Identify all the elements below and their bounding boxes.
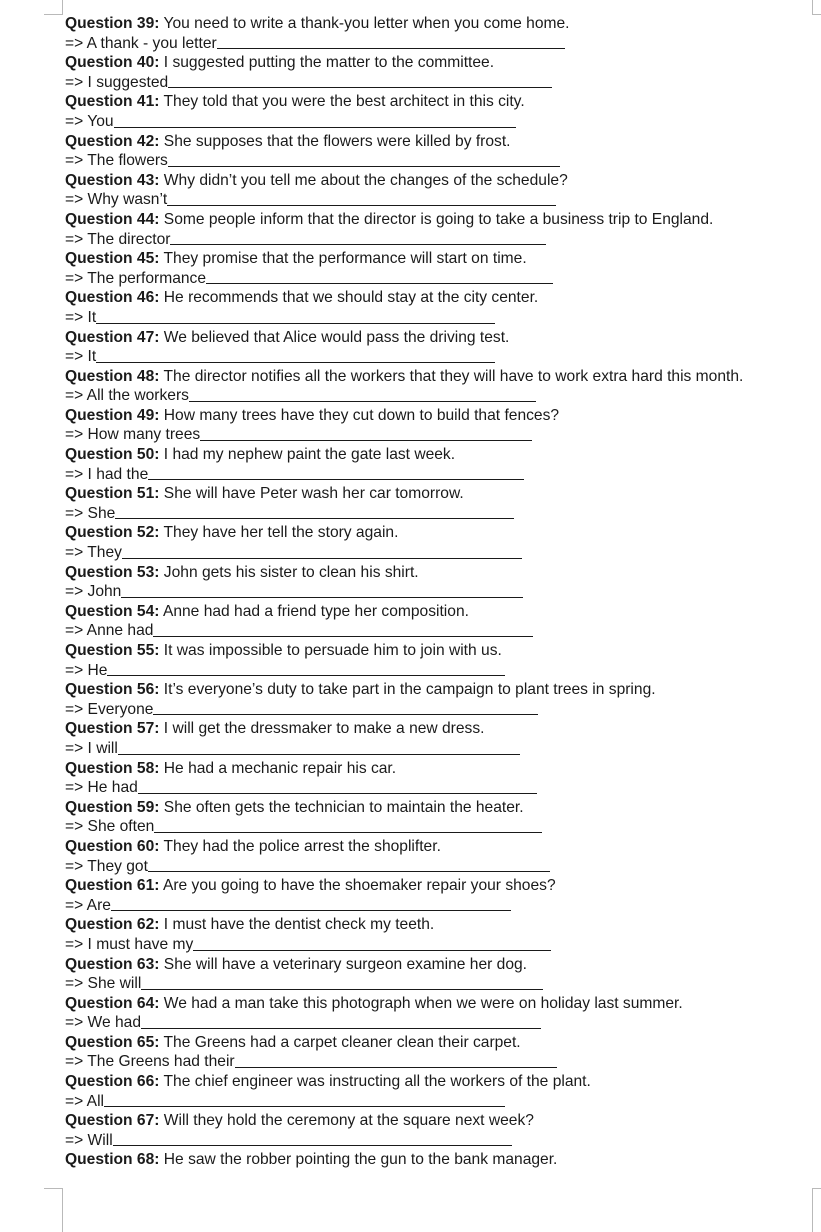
question-number: Question 44: xyxy=(65,210,160,228)
question-text: She often gets the technician to maintain the heater. xyxy=(163,798,524,816)
question-prompt xyxy=(65,563,813,583)
question-number: Question 49: xyxy=(65,406,160,424)
answer-prompt: => John xyxy=(65,583,122,601)
answer-line xyxy=(65,817,813,837)
question-item xyxy=(65,445,813,484)
answer-line xyxy=(65,34,813,54)
question-prompt xyxy=(65,915,813,935)
question-text: She will have Peter wash her car tomorrow. xyxy=(163,485,464,503)
crop-mark-top-right xyxy=(812,0,821,15)
answer-line xyxy=(65,347,813,367)
answer-line xyxy=(65,896,813,916)
answer-blank[interactable] xyxy=(115,518,514,519)
question-item xyxy=(65,406,813,445)
question-number: Question 47: xyxy=(65,328,160,346)
answer-line xyxy=(65,582,813,602)
answer-prompt: => I suggested xyxy=(65,73,169,91)
question-text: The director notifies all the workers that they will have to work extra hard this month. xyxy=(163,367,744,385)
question-item xyxy=(65,249,813,288)
answer-blank[interactable] xyxy=(189,401,536,402)
question-prompt xyxy=(65,1111,813,1131)
answer-prompt: => They got xyxy=(65,857,148,875)
question-text: The chief engineer was instructing all the workers of the plant. xyxy=(163,1073,591,1091)
answer-line xyxy=(65,974,813,994)
answer-prompt: => The performance xyxy=(65,269,207,287)
question-text: I must have the dentist check my teeth. xyxy=(163,916,435,934)
answer-blank[interactable] xyxy=(96,323,495,324)
question-number: Question 39: xyxy=(65,15,160,32)
answer-line xyxy=(65,386,813,406)
answer-line xyxy=(65,1052,813,1072)
question-prompt xyxy=(65,171,813,191)
answer-prompt: => It xyxy=(65,348,97,366)
question-item xyxy=(65,641,813,680)
answer-prompt: => Why wasn’t xyxy=(65,191,168,209)
question-prompt xyxy=(65,719,813,739)
question-text: Some people inform that the director is going to take a business trip to England. xyxy=(163,210,714,228)
answer-prompt: => She will xyxy=(65,975,142,993)
answer-blank[interactable] xyxy=(235,1067,557,1068)
question-item xyxy=(65,1150,813,1170)
question-number: Question 56: xyxy=(65,681,160,699)
answer-prompt: => All xyxy=(65,1092,105,1110)
answer-line xyxy=(65,504,813,524)
question-prompt xyxy=(65,484,813,504)
question-text: Are you going to have the shoemaker repair your shoes? xyxy=(162,877,556,895)
question-number: Question 43: xyxy=(65,171,160,189)
answer-blank[interactable] xyxy=(138,793,537,794)
question-prompt xyxy=(65,1150,813,1170)
question-number: Question 54: xyxy=(65,602,160,620)
question-item xyxy=(65,1072,813,1111)
question-prompt xyxy=(65,14,813,34)
question-item xyxy=(65,92,813,131)
answer-prompt: => Will xyxy=(65,1131,113,1149)
question-item xyxy=(65,484,813,523)
question-prompt xyxy=(65,1072,813,1092)
answer-blank[interactable] xyxy=(153,714,538,715)
question-number: Question 67: xyxy=(65,1112,160,1130)
question-prompt xyxy=(65,955,813,975)
question-number: Question 40: xyxy=(65,54,160,72)
question-text: He had a mechanic repair his car. xyxy=(163,759,397,777)
answer-prompt: => All the workers xyxy=(65,387,189,405)
answer-blank[interactable] xyxy=(154,832,542,833)
answer-blank[interactable] xyxy=(111,910,511,911)
answer-prompt: => It xyxy=(65,308,97,326)
answer-blank[interactable] xyxy=(170,244,546,245)
answer-prompt: => The Greens had their xyxy=(65,1053,235,1071)
question-item xyxy=(65,837,813,876)
question-item xyxy=(65,955,813,994)
question-item xyxy=(65,994,813,1033)
answer-prompt: => The director xyxy=(65,230,171,248)
question-prompt xyxy=(65,367,813,387)
question-prompt xyxy=(65,994,813,1014)
question-number: Question 50: xyxy=(65,446,160,464)
answer-line xyxy=(65,190,813,210)
answer-line xyxy=(65,739,813,759)
question-number: Question 46: xyxy=(65,289,160,307)
question-prompt xyxy=(65,798,813,818)
question-item xyxy=(65,680,813,719)
question-prompt xyxy=(65,210,813,230)
question-text: How many trees have they cut down to build that fences? xyxy=(163,406,560,424)
question-prompt xyxy=(65,523,813,543)
question-text: Will they hold the ceremony at the square next week? xyxy=(163,1112,534,1130)
crop-mark-top-left xyxy=(44,0,63,15)
question-item xyxy=(65,1033,813,1072)
question-prompt xyxy=(65,680,813,700)
answer-prompt: => Are xyxy=(65,896,111,914)
answer-prompt: => How many trees xyxy=(65,426,201,444)
answer-line xyxy=(65,465,813,485)
question-text: Why didn’t you tell me about the changes of the schedule? xyxy=(163,171,568,189)
question-item xyxy=(65,915,813,954)
answer-line xyxy=(65,151,813,171)
question-text: We had a man take this photograph when we were on holiday last summer. xyxy=(163,994,683,1012)
question-number: Question 62: xyxy=(65,916,160,934)
question-number: Question 66: xyxy=(65,1073,160,1091)
question-text: They promise that the performance will start on time. xyxy=(163,250,527,268)
answer-line xyxy=(65,73,813,93)
question-number: Question 64: xyxy=(65,994,160,1012)
answer-blank[interactable] xyxy=(206,283,553,284)
answer-line xyxy=(65,857,813,877)
crop-mark-bottom-right xyxy=(812,1188,821,1232)
answer-blank[interactable] xyxy=(107,675,505,676)
question-number: Question 68: xyxy=(65,1151,160,1169)
answer-line xyxy=(65,778,813,798)
answer-prompt: => I had the xyxy=(65,465,149,483)
question-prompt xyxy=(65,406,813,426)
answer-prompt: => They xyxy=(65,544,122,562)
question-prompt xyxy=(65,328,813,348)
question-text: I will get the dressmaker to make a new dress. xyxy=(163,720,485,738)
answer-blank[interactable] xyxy=(118,754,520,755)
answer-blank[interactable] xyxy=(141,989,543,990)
question-text: I suggested putting the matter to the committee. xyxy=(163,54,495,72)
answer-line xyxy=(65,543,813,563)
answer-blank[interactable] xyxy=(153,636,533,637)
question-item xyxy=(65,798,813,837)
question-prompt xyxy=(65,1033,813,1053)
answer-prompt: => He xyxy=(65,661,108,679)
answer-line xyxy=(65,700,813,720)
answer-line xyxy=(65,1013,813,1033)
answer-blank[interactable] xyxy=(168,166,560,167)
question-number: Question 53: xyxy=(65,563,160,581)
answer-line xyxy=(65,621,813,641)
answer-prompt: => A thank - you letter xyxy=(65,34,217,52)
answer-prompt: => Everyone xyxy=(65,700,154,718)
question-prompt xyxy=(65,132,813,152)
answer-line xyxy=(65,1092,813,1112)
question-item xyxy=(65,328,813,367)
answer-prompt: => You xyxy=(65,112,114,130)
answer-line xyxy=(65,269,813,289)
question-number: Question 45: xyxy=(65,250,160,268)
answer-blank[interactable] xyxy=(200,440,532,441)
question-item xyxy=(65,132,813,171)
answer-prompt: => Anne had xyxy=(65,622,154,640)
question-number: Question 41: xyxy=(65,93,160,111)
answer-blank[interactable] xyxy=(104,1106,505,1107)
question-item xyxy=(65,1111,813,1150)
question-number: Question 59: xyxy=(65,798,160,816)
question-number: Question 52: xyxy=(65,524,160,542)
answer-line xyxy=(65,1131,813,1151)
answer-blank[interactable] xyxy=(148,871,550,872)
question-prompt xyxy=(65,445,813,465)
question-item xyxy=(65,171,813,210)
question-prompt xyxy=(65,602,813,622)
answer-blank[interactable] xyxy=(167,205,556,206)
answer-line xyxy=(65,308,813,328)
answer-blank[interactable] xyxy=(121,597,523,598)
answer-line xyxy=(65,935,813,955)
answer-blank[interactable] xyxy=(114,127,516,128)
question-item xyxy=(65,602,813,641)
answer-line xyxy=(65,425,813,445)
question-text: He saw the robber pointing the gun to the bank manager. xyxy=(163,1151,558,1169)
question-prompt xyxy=(65,288,813,308)
question-number: Question 42: xyxy=(65,132,160,150)
question-number: Question 55: xyxy=(65,642,160,659)
answer-prompt: => She often xyxy=(65,818,155,836)
question-number: Question 63: xyxy=(65,955,160,973)
question-text: We believed that Alice would pass the driving test. xyxy=(163,328,510,346)
question-number: Question 61: xyxy=(65,877,160,895)
question-item xyxy=(65,288,813,327)
question-number: Question 65: xyxy=(65,1033,160,1051)
question-item xyxy=(65,759,813,798)
question-prompt xyxy=(65,759,813,779)
question-text: He recommends that we should stay at the city center. xyxy=(163,289,539,307)
question-item xyxy=(65,53,813,92)
answer-line xyxy=(65,661,813,681)
crop-mark-bottom-left xyxy=(44,1188,63,1232)
question-number: Question 60: xyxy=(65,837,160,855)
question-text: They told that you were the best architect in this city. xyxy=(163,93,525,111)
question-text: She will have a veterinary surgeon examine her dog. xyxy=(163,955,527,973)
question-text: Anne had had a friend type her composition. xyxy=(162,602,469,620)
answer-blank[interactable] xyxy=(168,87,552,88)
answer-prompt: => I will xyxy=(65,739,118,757)
question-item xyxy=(65,523,813,562)
question-number: Question 58: xyxy=(65,759,160,777)
answer-blank[interactable] xyxy=(113,1145,512,1146)
question-number: Question 57: xyxy=(65,720,160,738)
answer-prompt: => The flowers xyxy=(65,152,168,170)
question-prompt xyxy=(65,876,813,896)
question-text: The Greens had a carpet cleaner clean their carpet. xyxy=(163,1033,521,1051)
question-text: John gets his sister to clean his shirt. xyxy=(163,563,419,581)
answer-line xyxy=(65,230,813,250)
question-item xyxy=(65,14,813,53)
answer-line xyxy=(65,112,813,132)
question-text: I had my nephew paint the gate last week. xyxy=(163,446,456,464)
answer-prompt: => I must have my xyxy=(65,935,194,953)
question-text: She supposes that the flowers were killed by frost. xyxy=(163,132,511,150)
question-item xyxy=(65,563,813,602)
answer-blank[interactable] xyxy=(122,558,522,559)
answer-prompt: => We had xyxy=(65,1014,142,1032)
question-text: It’s everyone’s duty to take part in the campaign to plant trees in spring. xyxy=(163,681,656,699)
question-number: Question 51: xyxy=(65,485,160,503)
question-item xyxy=(65,367,813,406)
worksheet xyxy=(65,14,813,1170)
question-prompt xyxy=(65,92,813,112)
question-text: They had the police arrest the shoplifter. xyxy=(163,837,441,855)
question-text: You need to write a thank-you letter when you come home. xyxy=(163,15,570,32)
question-text: They have her tell the story again. xyxy=(163,524,399,542)
answer-blank[interactable] xyxy=(141,1028,541,1029)
question-prompt xyxy=(65,53,813,73)
question-prompt xyxy=(65,641,813,661)
question-text: It was impossible to persuade him to join with us. xyxy=(163,642,502,659)
answer-blank[interactable] xyxy=(193,950,551,951)
question-item xyxy=(65,719,813,758)
question-item xyxy=(65,210,813,249)
question-prompt xyxy=(65,837,813,857)
question-prompt xyxy=(65,249,813,269)
answer-blank[interactable] xyxy=(217,48,565,49)
answer-prompt: => She xyxy=(65,504,116,522)
answer-blank[interactable] xyxy=(96,362,495,363)
question-item xyxy=(65,876,813,915)
answer-blank[interactable] xyxy=(148,479,524,480)
answer-prompt: => He had xyxy=(65,779,138,797)
question-number: Question 48: xyxy=(65,367,160,385)
